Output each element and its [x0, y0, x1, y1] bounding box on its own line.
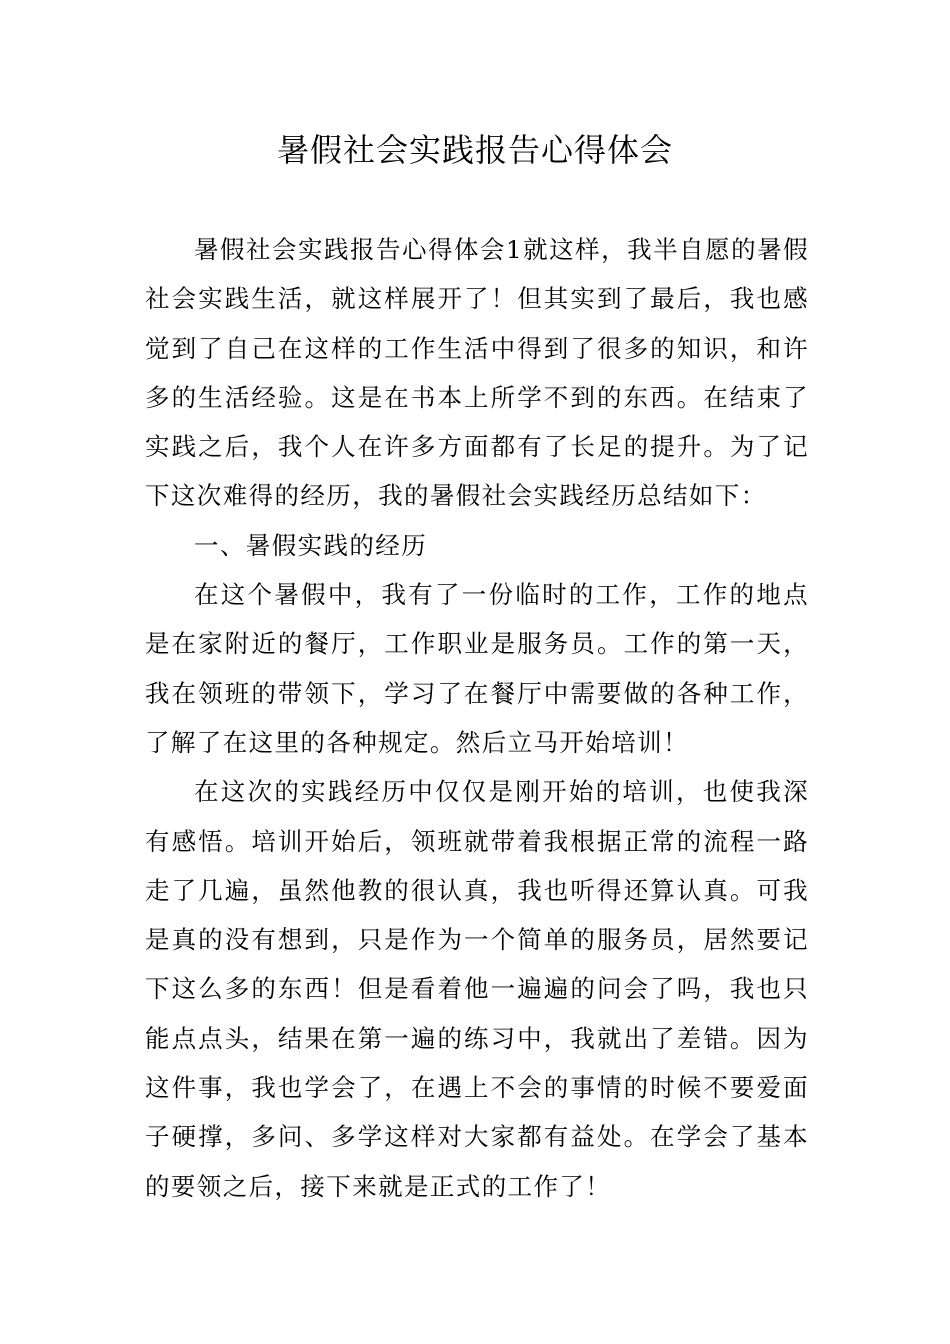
paragraph-job: 在这个暑假中，我有了一份临时的工作，工作的地点是在家附近的餐厅，工作职业是服务员。工作的第一天，我在领班的带领下，学习了在餐厅中需要做的各种工作，了解了在这里的各种规定。然后立马开始培训！ — [145, 580, 809, 757]
paragraph-training: 在这次的实践经历中仅仅是刚开始的培训，也使我深有感悟。培训开始后，领班就带着我根据正常的流程一路走了几遍，虽然他教的很认真，我也听得还算认真。可我是真的没有想到，只是作为一个简单的服务员，居然要记下这么多的东西！但是看着他一遍遍的问会了吗，我也只能点点头，结果在第一遍的练习中，我就出了差错。因为这件事，我也学会了，在遇上不会的事情的时候不要爱面子硬撑，多问、多学这样对大家都有益处。在学会了基本的要领之后，接下来就是正式的工作了！ — [145, 777, 809, 1201]
document-body — [145, 225, 809, 1211]
paragraph-intro: 暑假社会实践报告心得体会1就这样，我半自愿的暑假社会实践生活，就这样展开了！但其实到了最后，我也感觉到了自己在这样的工作生活中得到了很多的知识，和许多的生活经验。这是在书本上所学不到的东西。在结束了实践之后，我个人在许多方面都有了长足的提升。为了记下这次难得的经历，我的暑假社会实践经历总结如下： — [145, 235, 809, 511]
document-title: 暑假社会实践报告心得体会 — [276, 131, 673, 169]
section-heading-experience: 一、暑假实践的经历 — [194, 530, 428, 560]
